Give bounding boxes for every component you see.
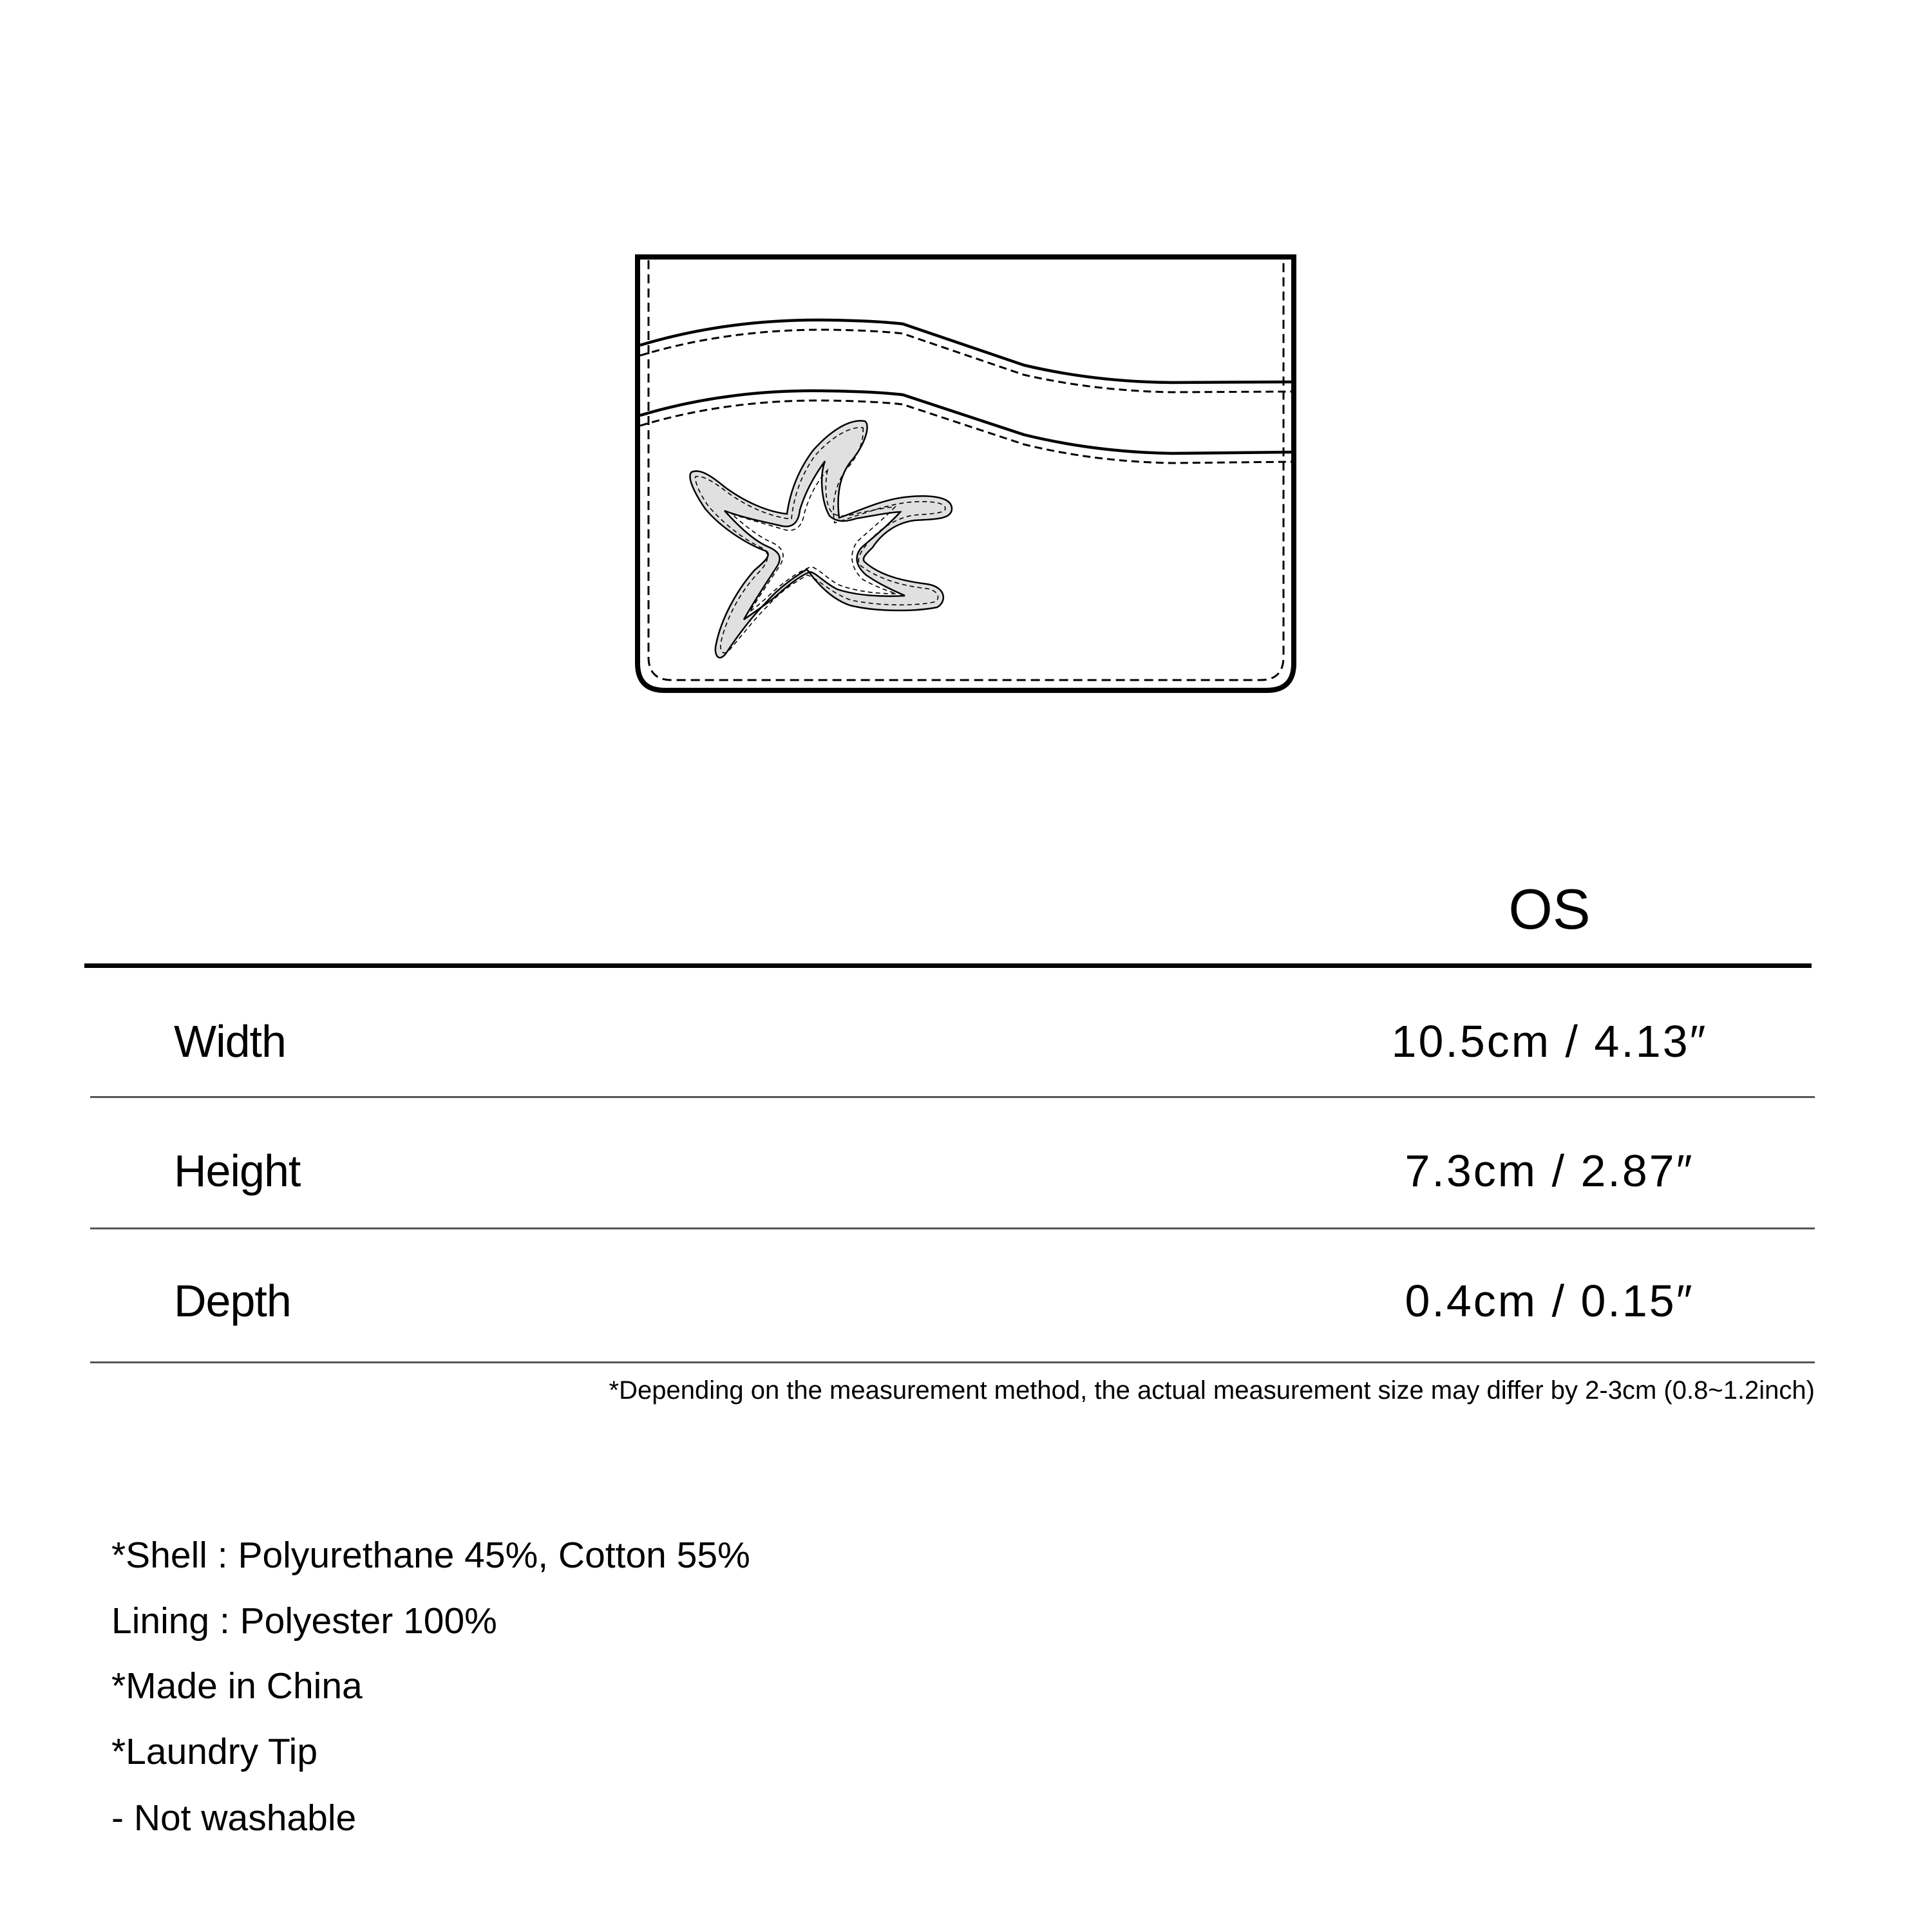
size-column-header: OS bbox=[1508, 877, 1591, 941]
origin-note: *Made in China bbox=[111, 1665, 363, 1707]
card-wallet-illustration bbox=[0, 0, 1932, 773]
table-header-divider bbox=[84, 963, 1812, 968]
row-label-height: Height bbox=[174, 1146, 301, 1196]
row-value-depth: 0.4cm / 0.15″ bbox=[1405, 1276, 1694, 1326]
laundry-tip-text: - Not washable bbox=[111, 1797, 357, 1839]
row-value-height: 7.3cm / 2.87″ bbox=[1405, 1146, 1694, 1196]
laundry-tip-heading: *Laundry Tip bbox=[111, 1731, 318, 1772]
table-row-divider bbox=[90, 1096, 1815, 1098]
row-label-depth: Depth bbox=[174, 1276, 291, 1326]
material-lining: Lining : Polyester 100% bbox=[111, 1600, 497, 1642]
measurement-footnote: *Depending on the measurement method, the actual measurement size may differ by 2-3cm (0.8~1.2inch) bbox=[609, 1376, 1815, 1405]
row-value-width: 10.5cm / 4.13″ bbox=[1391, 1016, 1708, 1066]
table-row-divider bbox=[90, 1227, 1815, 1229]
material-shell: *Shell : Polyurethane 45%, Cotton 55% bbox=[111, 1535, 750, 1576]
table-row-divider bbox=[90, 1361, 1815, 1363]
row-label-width: Width bbox=[174, 1016, 286, 1066]
